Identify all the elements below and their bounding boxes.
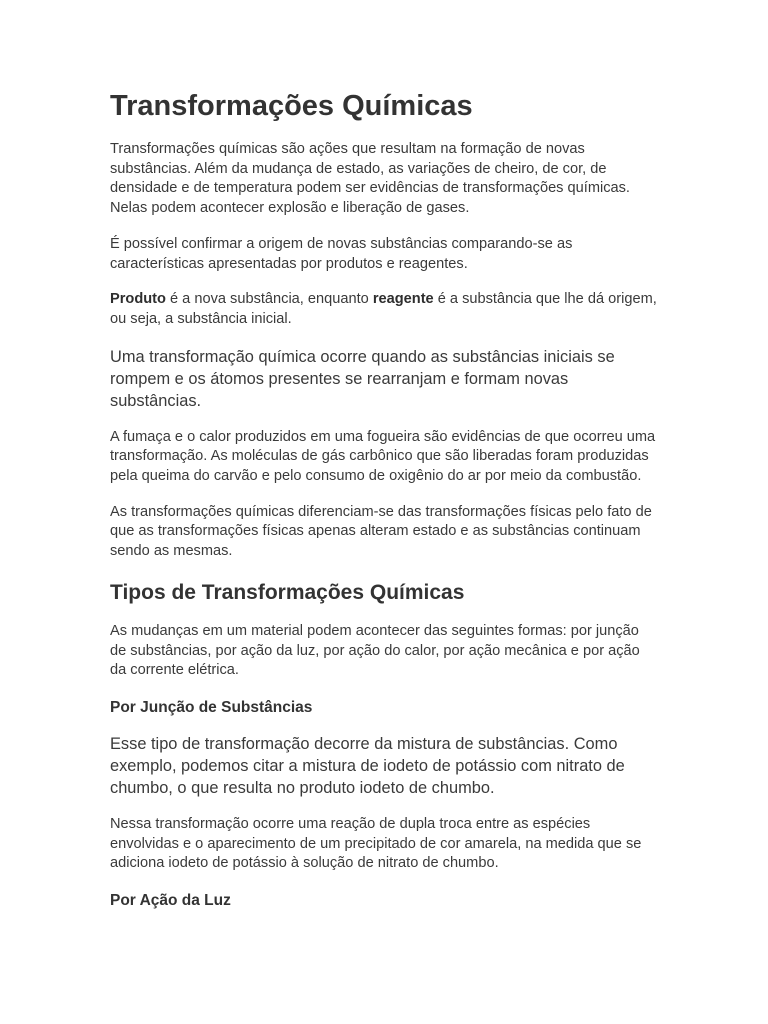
intro-paragraph-2: É possível confirmar a origem de novas substâncias comparando-se as características apresentadas por produtos e reagentes. (110, 235, 573, 272)
term-produto: Produto (110, 291, 166, 308)
page-title: Transformações Químicas (110, 90, 473, 122)
intro-paragraph-3-text-2: é a substância que lhe dá origem, ou seja, a substância inicial. (110, 291, 657, 327)
term-reagente: reagente (372, 291, 434, 308)
intro-paragraph-3-text-1: é a nova substância, enquanto (165, 291, 373, 308)
section-heading-tipos: Tipos de Transformações Químicas (110, 580, 465, 604)
juncao-paragraph-2: Nessa transformação ocorre uma reação de dupla troca entre as espécies envolvidas e o aparecimento de um precipitado de cor amarela, na medida que se adiciona iodeto de potássio à solução de nitrato de chumbo. (110, 815, 642, 872)
subsection-heading-juncao: Por Junção de Substâncias (110, 698, 313, 716)
intro-paragraph-5: A fumaça e o calor produzidos em uma fogueira são evidências de que ocorreu uma transformação. As moléculas de gás carbônico que são liberadas foram produzidas pela queima do carvão e pelo consumo de oxigênio do ar por meio da combustão. (110, 428, 656, 485)
intro-paragraph-6: As transformações químicas diferenciam-se das transformações físicas pelo fato de que as transformações físicas apenas alteram estado e as substâncias continuam sendo as mesmas. (110, 503, 652, 560)
subsection-heading-luz: Por Ação da Luz (110, 892, 231, 910)
tipos-paragraph-1: As mudanças em um material podem acontecer das seguintes formas: por junção de substâncias, por ação da luz, por ação do calor, por ação mecânica e por ação da corrente elétrica. (110, 622, 640, 679)
juncao-paragraph-1: Esse tipo de transformação decorre da mistura de substâncias. Como exemplo, podemos citar a mistura de iodeto de potássio com nitrato de chumbo, o que resulta no produto iodeto de chumbo. (110, 734, 625, 797)
intro-paragraph-4: Uma transformação química ocorre quando as substâncias iniciais se rompem e os átomos presentes se rearranjam e formam novas substâncias. (110, 347, 615, 410)
intro-paragraph-1: Transformações químicas são ações que resultam na formação de novas substâncias. Além da mudança de estado, as variações de cheiro, de cor, de densidade e de temperatura podem ser evidências de transformações químicas. Nelas podem acontecer explosão e liberação de gases. (110, 141, 630, 217)
intro-paragraph-3 (110, 290, 658, 329)
